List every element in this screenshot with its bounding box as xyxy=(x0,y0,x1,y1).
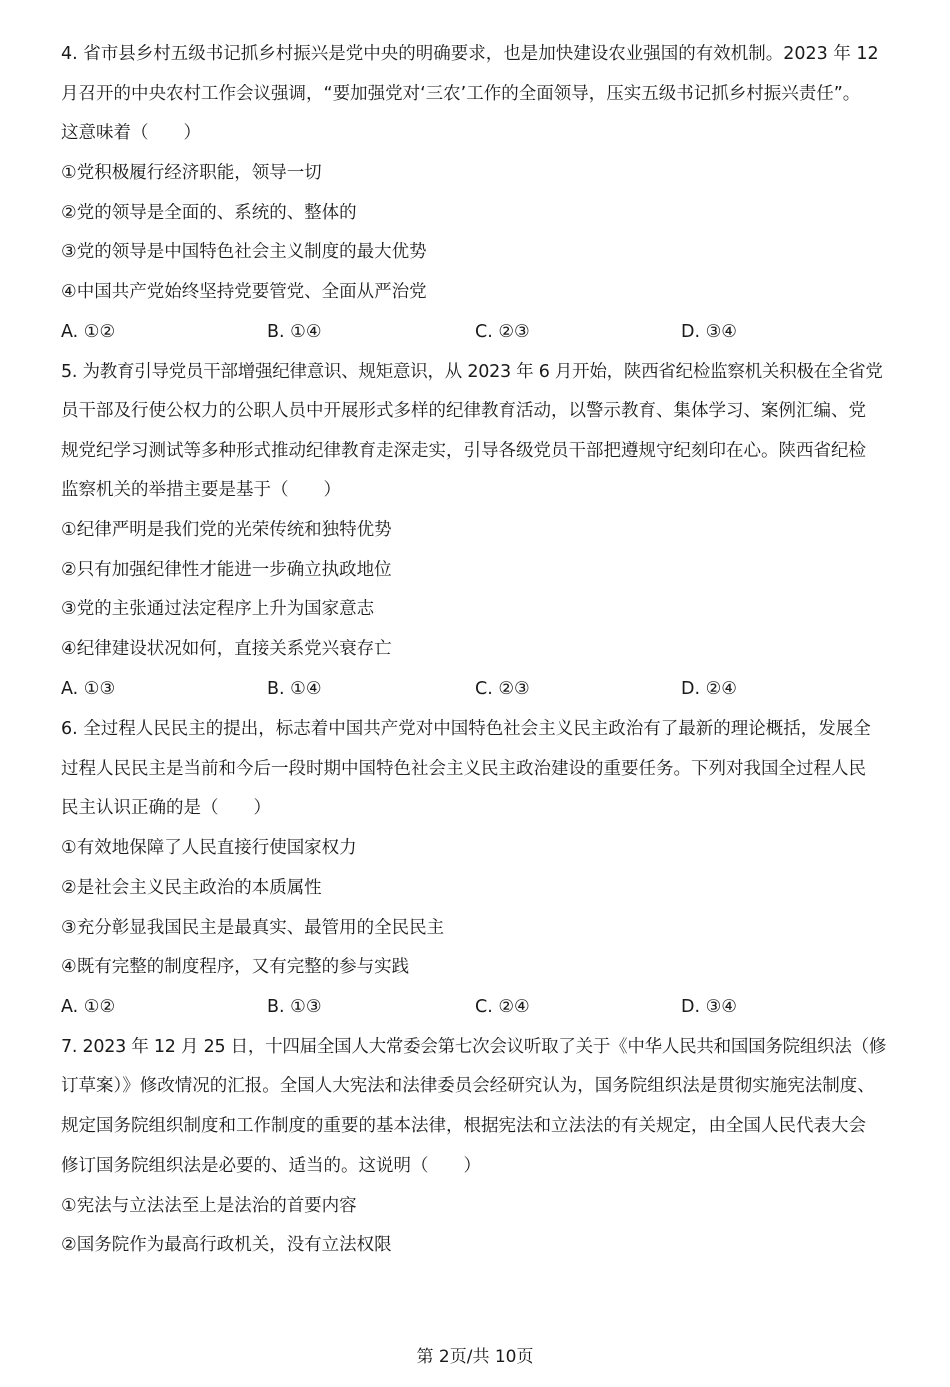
question-4-item-2: ②党的领导是全面的、系统的、整体的 xyxy=(61,203,357,223)
question-6-stem-line-3: 民主认识正确的是（ ） xyxy=(61,798,271,818)
question-7-item-2: ②国务院作为最高行政机关，没有立法权限 xyxy=(61,1235,392,1255)
question-5-item-3: ③党的主张通过法定程序上升为国家意志 xyxy=(61,599,375,619)
question-5-choice-b[interactable]: B. ①④ xyxy=(267,679,322,699)
question-4-choice-c[interactable]: C. ②③ xyxy=(475,322,530,342)
question-5-stem-line-4: 监察机关的举措主要是基于（ ） xyxy=(61,480,341,500)
question-5-choice-d[interactable]: D. ②④ xyxy=(681,679,737,699)
question-5-item-4: ④纪律建设状况如何，直接关系党兴衰存亡 xyxy=(61,639,392,659)
question-4-item-4: ④中国共产党始终坚持党要管党、全面从严治党 xyxy=(61,282,427,302)
question-7-stem-line-2: 订草案）》修改情况的汇报。全国人大宪法和法律委员会经研究认为，国务院组织法是贯彻实施宪法制度、 xyxy=(61,1076,875,1096)
question-5-choice-a[interactable]: A. ①③ xyxy=(61,679,116,699)
question-4-stem-line-1: 4. 省市县乡村五级书记抓乡村振兴是党中央的明确要求，也是加快建设农业强国的有效机制。2023 年 12 xyxy=(61,44,879,64)
question-6-stem-line-2: 过程人民民主是当前和今后一段时期中国特色社会主义民主政治建设的重要任务。下列对我国全过程人民 xyxy=(61,759,866,779)
question-4-stem-line-2: 月召开的中央农村工作会议强调，“要加强党对‘三农’工作的全面领导，压实五级书记抓乡村振兴责任”。 xyxy=(61,84,861,104)
question-4-item-3: ③党的领导是中国特色社会主义制度的最大优势 xyxy=(61,242,427,262)
question-5-stem-line-2: 员干部及行使公权力的公职人员中开展形式多样的纪律教育活动，以警示教育、集体学习、案例汇编、党 xyxy=(61,401,866,421)
question-4-item-1: ①党积极履行经济职能，领导一切 xyxy=(61,163,322,183)
question-7-stem-line-3: 规定国务院组织制度和工作制度的重要的基本法律，根据宪法和立法法的有关规定，由全国人民代表大会 xyxy=(61,1116,866,1136)
question-6-item-2: ②是社会主义民主政治的本质属性 xyxy=(61,878,322,898)
question-6-choice-a[interactable]: A. ①② xyxy=(61,997,116,1017)
question-6-item-4: ④既有完整的制度程序，又有完整的参与实践 xyxy=(61,957,410,977)
question-7-stem-line-1: 7. 2023 年 12 月 25 日，十四届全国人大常委会第七次会议听取了关于《中华人民共和国国务院组织法（修 xyxy=(61,1037,887,1057)
question-5-stem-line-1: 5. 为教育引导党员干部增强纪律意识、规矩意识，从 2023 年 6 月开始，陕西省纪检监察机关积极在全省党 xyxy=(61,362,883,382)
question-4-choice-d[interactable]: D. ③④ xyxy=(681,322,737,342)
question-6-choice-b[interactable]: B. ①③ xyxy=(267,997,322,1017)
question-5-item-1: ①纪律严明是我们党的光荣传统和独特优势 xyxy=(61,520,392,540)
question-7-item-1: ①宪法与立法法至上是法治的首要内容 xyxy=(61,1196,357,1216)
question-6-stem-line-1: 6. 全过程人民民主的提出，标志着中国共产党对中国特色社会主义民主政治有了最新的理论概括，发展全 xyxy=(61,719,871,739)
question-4-choice-b[interactable]: B. ①④ xyxy=(267,322,322,342)
question-5-choice-c[interactable]: C. ②③ xyxy=(475,679,530,699)
question-4-choice-a[interactable]: A. ①② xyxy=(61,322,116,342)
question-6-item-3: ③充分彰显我国民主是最真实、最管用的全民民主 xyxy=(61,918,445,938)
question-6-item-1: ①有效地保障了人民直接行使国家权力 xyxy=(61,838,357,858)
page-number-footer: 第 2页/共 10页 xyxy=(416,1347,534,1367)
question-4-stem-line-3: 这意味着（ ） xyxy=(61,123,201,143)
question-6-choice-d[interactable]: D. ③④ xyxy=(681,997,737,1017)
question-6-choice-c[interactable]: C. ②④ xyxy=(475,997,530,1017)
question-5-stem-line-3: 规党纪学习测试等多种形式推动纪律教育走深走实，引导各级党员干部把遵规守纪刻印在心。陕西省纪检 xyxy=(61,441,866,461)
question-7-stem-line-4: 修订国务院组织法是必要的、适当的。这说明（ ） xyxy=(61,1156,481,1176)
question-5-item-2: ②只有加强纪律性才能进一步确立执政地位 xyxy=(61,560,392,580)
